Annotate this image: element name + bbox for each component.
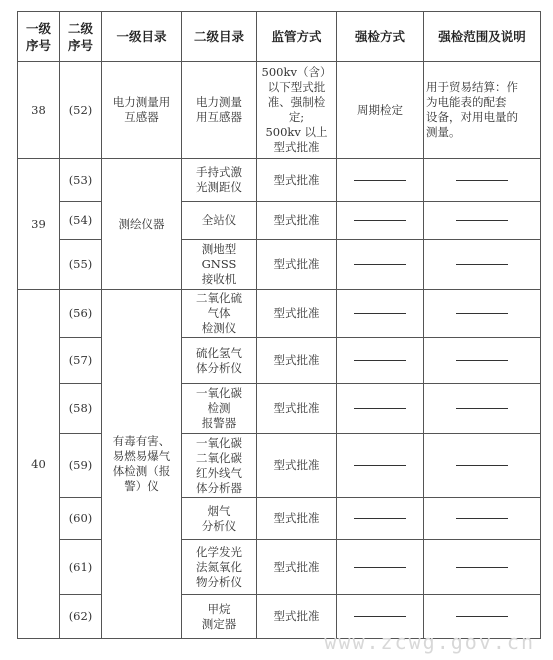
supervision: 型式批准 — [257, 384, 337, 434]
level2-no: (55) — [60, 240, 102, 290]
dash-line — [354, 567, 406, 568]
level2-catalog: 手持式激 光测距仪 — [182, 159, 257, 202]
dash-line — [456, 360, 508, 361]
table-row — [18, 62, 541, 159]
supervision: 500kv（含） 以下型式批 准、强制检 定; 500kv 以上 型式批准 — [257, 62, 337, 159]
level2-no: (56) — [60, 290, 102, 338]
level2-no: (58) — [60, 384, 102, 434]
compulsory — [337, 434, 424, 498]
supervision: 型式批准 — [257, 159, 337, 202]
watermark: www.zcwg.gov.cn — [324, 630, 535, 654]
scope — [424, 290, 541, 338]
table-row — [18, 384, 541, 434]
level2-no: (59) — [60, 434, 102, 498]
dash-line — [354, 180, 406, 181]
supervision: 型式批准 — [257, 498, 337, 540]
scope — [424, 240, 541, 290]
level2-no: (61) — [60, 540, 102, 595]
supervision: 型式批准 — [257, 240, 337, 290]
dash-line — [354, 220, 406, 221]
compulsory: 周期检定 — [337, 62, 424, 159]
table-row — [18, 290, 541, 338]
header-level2-no: 二级 序号 — [60, 12, 102, 62]
table-row — [18, 540, 541, 595]
compulsory — [337, 498, 424, 540]
scope — [424, 498, 541, 540]
scope — [424, 540, 541, 595]
compulsory — [337, 240, 424, 290]
level2-catalog: 二氧化硫 气体 检测仪 — [182, 290, 257, 338]
header-supervision: 监管方式 — [257, 12, 337, 62]
level2-catalog: 测地型 GNSS 接收机 — [182, 240, 257, 290]
dash-line — [456, 264, 508, 265]
scope: 用于贸易结算：作 为电能表的配套 设备，对用电量的 测量。 — [424, 62, 541, 159]
scope — [424, 338, 541, 384]
compulsory — [337, 540, 424, 595]
scope — [424, 384, 541, 434]
table-row — [18, 202, 541, 240]
table-row — [18, 498, 541, 540]
level1-catalog: 电力测量用 互感器 — [102, 62, 182, 159]
supervision: 型式批准 — [257, 434, 337, 498]
supervision: 型式批准 — [257, 595, 337, 639]
compulsory — [337, 159, 424, 202]
dash-line — [354, 465, 406, 466]
dash-line — [456, 518, 508, 519]
table-row — [18, 240, 541, 290]
compulsory — [337, 290, 424, 338]
level2-catalog: 硫化氢气 体分析仪 — [182, 338, 257, 384]
dash-line — [354, 264, 406, 265]
table-row — [18, 338, 541, 384]
level2-no: (53) — [60, 159, 102, 202]
level2-catalog: 甲烷 测定器 — [182, 595, 257, 639]
compulsory — [337, 384, 424, 434]
level2-catalog: 全站仪 — [182, 202, 257, 240]
dash-line — [354, 360, 406, 361]
level2-no: (52) — [60, 62, 102, 159]
header-level1-catalog: 一级目录 — [102, 12, 182, 62]
table-row — [18, 434, 541, 498]
dash-line — [456, 616, 508, 617]
level2-no: (62) — [60, 595, 102, 639]
level1-catalog: 有毒有害、 易燃易爆气 体检测（报 警）仪 — [102, 290, 182, 639]
header-scope: 强检范围及说明 — [424, 12, 541, 62]
supervision: 型式批准 — [257, 290, 337, 338]
scope — [424, 434, 541, 498]
dash-line — [456, 220, 508, 221]
scope — [424, 202, 541, 240]
dash-line — [354, 313, 406, 314]
dash-line — [456, 465, 508, 466]
header-row — [18, 12, 541, 62]
header-compulsory: 强检方式 — [337, 12, 424, 62]
supervision: 型式批准 — [257, 540, 337, 595]
level2-catalog: 烟气 分析仪 — [182, 498, 257, 540]
level1-no: 40 — [18, 290, 60, 639]
supervision: 型式批准 — [257, 338, 337, 384]
level2-catalog: 化学发光 法氮氧化 物分析仪 — [182, 540, 257, 595]
scope — [424, 159, 541, 202]
level2-catalog: 电力测量 用互感器 — [182, 62, 257, 159]
dash-line — [354, 616, 406, 617]
dash-line — [354, 408, 406, 409]
level2-no: (60) — [60, 498, 102, 540]
catalog-table — [17, 11, 541, 639]
level1-no: 39 — [18, 159, 60, 290]
header-level2-catalog: 二级目录 — [182, 12, 257, 62]
compulsory — [337, 338, 424, 384]
compulsory — [337, 202, 424, 240]
header-level1-no: 一级 序号 — [18, 12, 60, 62]
dash-line — [456, 408, 508, 409]
level1-no: 38 — [18, 62, 60, 159]
table-row — [18, 159, 541, 202]
dash-line — [456, 313, 508, 314]
dash-line — [354, 518, 406, 519]
supervision: 型式批准 — [257, 202, 337, 240]
level1-catalog: 测绘仪器 — [102, 159, 182, 290]
dash-line — [456, 180, 508, 181]
level2-catalog: 一氧化碳 二氧化碳 红外线气 体分析器 — [182, 434, 257, 498]
level2-no: (54) — [60, 202, 102, 240]
level2-catalog: 一氧化碳 检测 报警器 — [182, 384, 257, 434]
dash-line — [456, 567, 508, 568]
level2-no: (57) — [60, 338, 102, 384]
